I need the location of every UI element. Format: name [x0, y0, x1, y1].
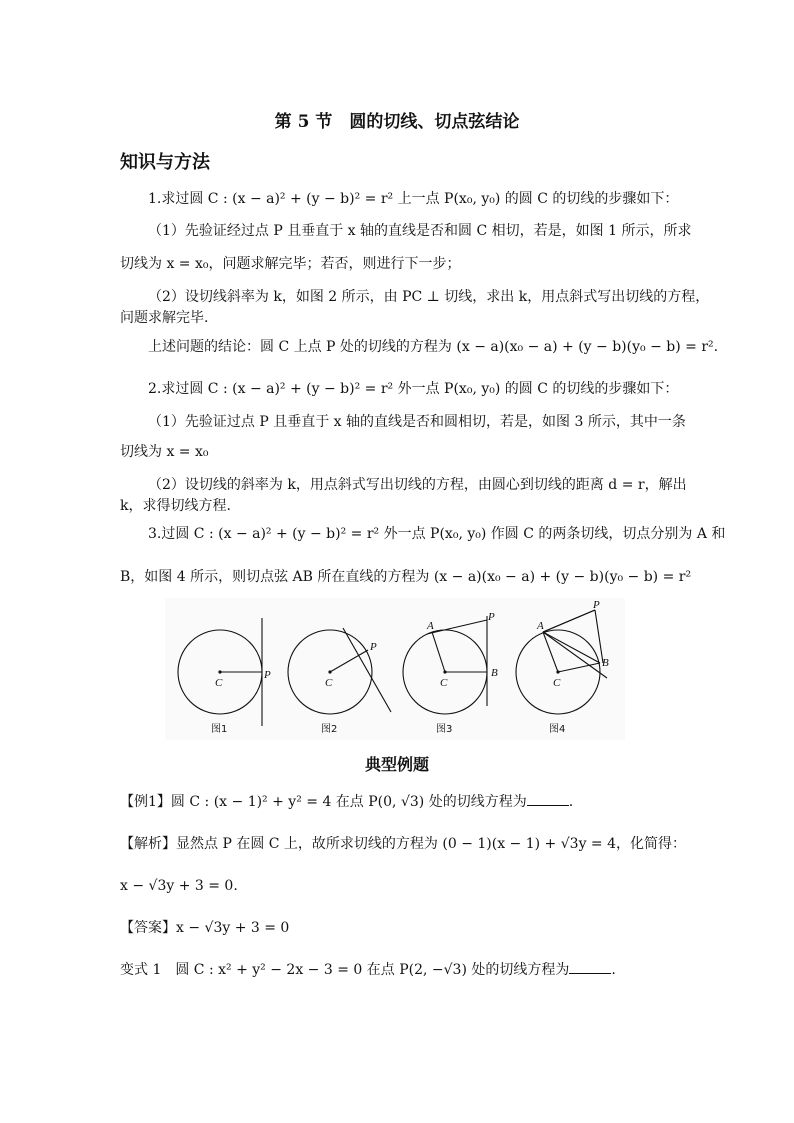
variant-1-question	[120, 958, 616, 982]
solution-tag: 【解析】	[120, 836, 176, 852]
paragraph-1-step-2-cont: 问题求解完毕.	[120, 310, 209, 326]
variant-1-text: 圆 C : x² + y² − 2x − 3 = 0 在点 P(2, −√3) 处的切线方程为	[175, 962, 570, 978]
fig1-caption: 图1	[211, 724, 228, 735]
fig1-center-dot	[218, 670, 221, 673]
fig4-radius-b	[558, 663, 600, 672]
paragraph-1-step-1: （1）先验证经过点 P 且垂直于 x 轴的直线是否和圆 C 相切，若是，如图 1 所示，所求	[148, 223, 692, 239]
fig2-center-dot	[328, 670, 331, 673]
fig3-label-b: B	[491, 667, 498, 679]
fig4-label-p: P	[593, 599, 600, 611]
fig3-label-c: C	[440, 677, 448, 689]
paragraph-2: 2.求过圆 C : (x − a)² + (y − b)² = r² 外一点 P(x₀, y₀) 的圆 C 的切线的步骤如下：	[148, 381, 679, 397]
fig3-label-a: A	[427, 620, 434, 632]
variant-1-end: .	[611, 962, 616, 978]
fig3-center-dot	[443, 670, 446, 673]
paragraph-3: 3.过圆 C : (x − a)² + (y − b)² = r² 外一点 P(x₀, y₀) 作圆 C 的两条切线，切点分别为 A 和	[148, 526, 726, 542]
variant-answer-blank	[569, 959, 611, 974]
example-1-question	[120, 790, 573, 814]
example-1-solution-result: x − √3y + 3 = 0.	[120, 878, 238, 894]
paragraph-1-conclusion: 上述问题的结论：圆 C 上点 P 处的切线的方程为 (x − a)(x₀ − a) + (y − b)(y₀ − b) = r².	[148, 339, 719, 355]
fig2-caption: 图2	[321, 724, 338, 735]
paragraph-3-cont: B，如图 4 所示，则切点弦 AB 所在直线的方程为 (x − a)(x₀ − a) + (y − b)(y₀ − b) = r²	[120, 569, 692, 585]
fig3-radius-a	[432, 632, 445, 672]
fig4-line-ap	[543, 610, 595, 632]
fig4-center-dot	[556, 670, 559, 673]
tangent-figures	[165, 598, 625, 740]
fig4-label-b: B	[602, 657, 609, 669]
fig3-label-p: P	[488, 611, 495, 623]
paragraph-2-step-1-cont: 切线为 x = x₀	[120, 444, 209, 460]
fig4-line-extra	[543, 632, 607, 678]
fig2-tangent-line	[343, 628, 391, 712]
paragraph-2-step-2: （2）设切线的斜率为 k，用点斜式写出切线的方程，由圆心到切线的距离 d = r，解出	[148, 477, 687, 493]
paragraph-1-step-2: （2）设切线斜率为 k，如图 2 所示，由 PC ⊥ 切线，求出 k，用点斜式写出切线的方程，	[148, 289, 710, 305]
fig2-label-c: C	[325, 677, 333, 689]
fig4-label-a: A	[537, 620, 544, 632]
answer-blank	[527, 791, 569, 806]
fig2-label-p: P	[370, 641, 377, 653]
solution-text: 显然点 P 在圆 C 上，故所求切线的方程为 (0 − 1)(x − 1) + √3y = 4，化简得：	[176, 836, 687, 852]
answer-text: x − √3y + 3 = 0	[176, 920, 290, 936]
paragraph-2-step-1: （1）先验证过点 P 且垂直于 x 轴的直线是否和圆相切，若是，如图 3 所示，其中一条	[148, 414, 686, 430]
paragraph-1-step-1-cont: 切线为 x = x₀，问题求解完毕；若否，则进行下一步；	[120, 256, 461, 272]
example-1-tag: 【例1】	[120, 794, 171, 810]
fig4-label-c: C	[553, 677, 561, 689]
example-1-solution	[120, 832, 686, 856]
section-heading-examples: 典型例题	[364, 755, 429, 774]
fig1-label-p: P	[264, 669, 271, 681]
fig3-caption: 图3	[436, 724, 453, 735]
fig4-caption: 图4	[549, 724, 566, 735]
fig1-label-c: C	[215, 677, 223, 689]
paragraph-2-step-2-cont: k，求得切线方程.	[120, 498, 231, 514]
answer-tag: 【答案】	[120, 920, 176, 936]
page-title: 第 5 节 圆的切线、切点弦结论	[274, 112, 520, 132]
example-1-answer	[120, 916, 289, 940]
paragraph-1: 1.求过圆 C : (x − a)² + (y − b)² = r² 上一点 P(x₀, y₀) 的圆 C 的切线的步骤如下：	[148, 191, 679, 207]
example-1-question-text: 圆 C : (x − 1)² + y² = 4 在点 P(0, √3) 处的切线方程为	[170, 794, 527, 810]
example-1-question-end: .	[568, 794, 574, 810]
variant-1-tag: 变式 1	[120, 962, 162, 978]
tangent-figures-svg	[165, 598, 625, 740]
section-heading-knowledge: 知识与方法	[120, 152, 210, 173]
